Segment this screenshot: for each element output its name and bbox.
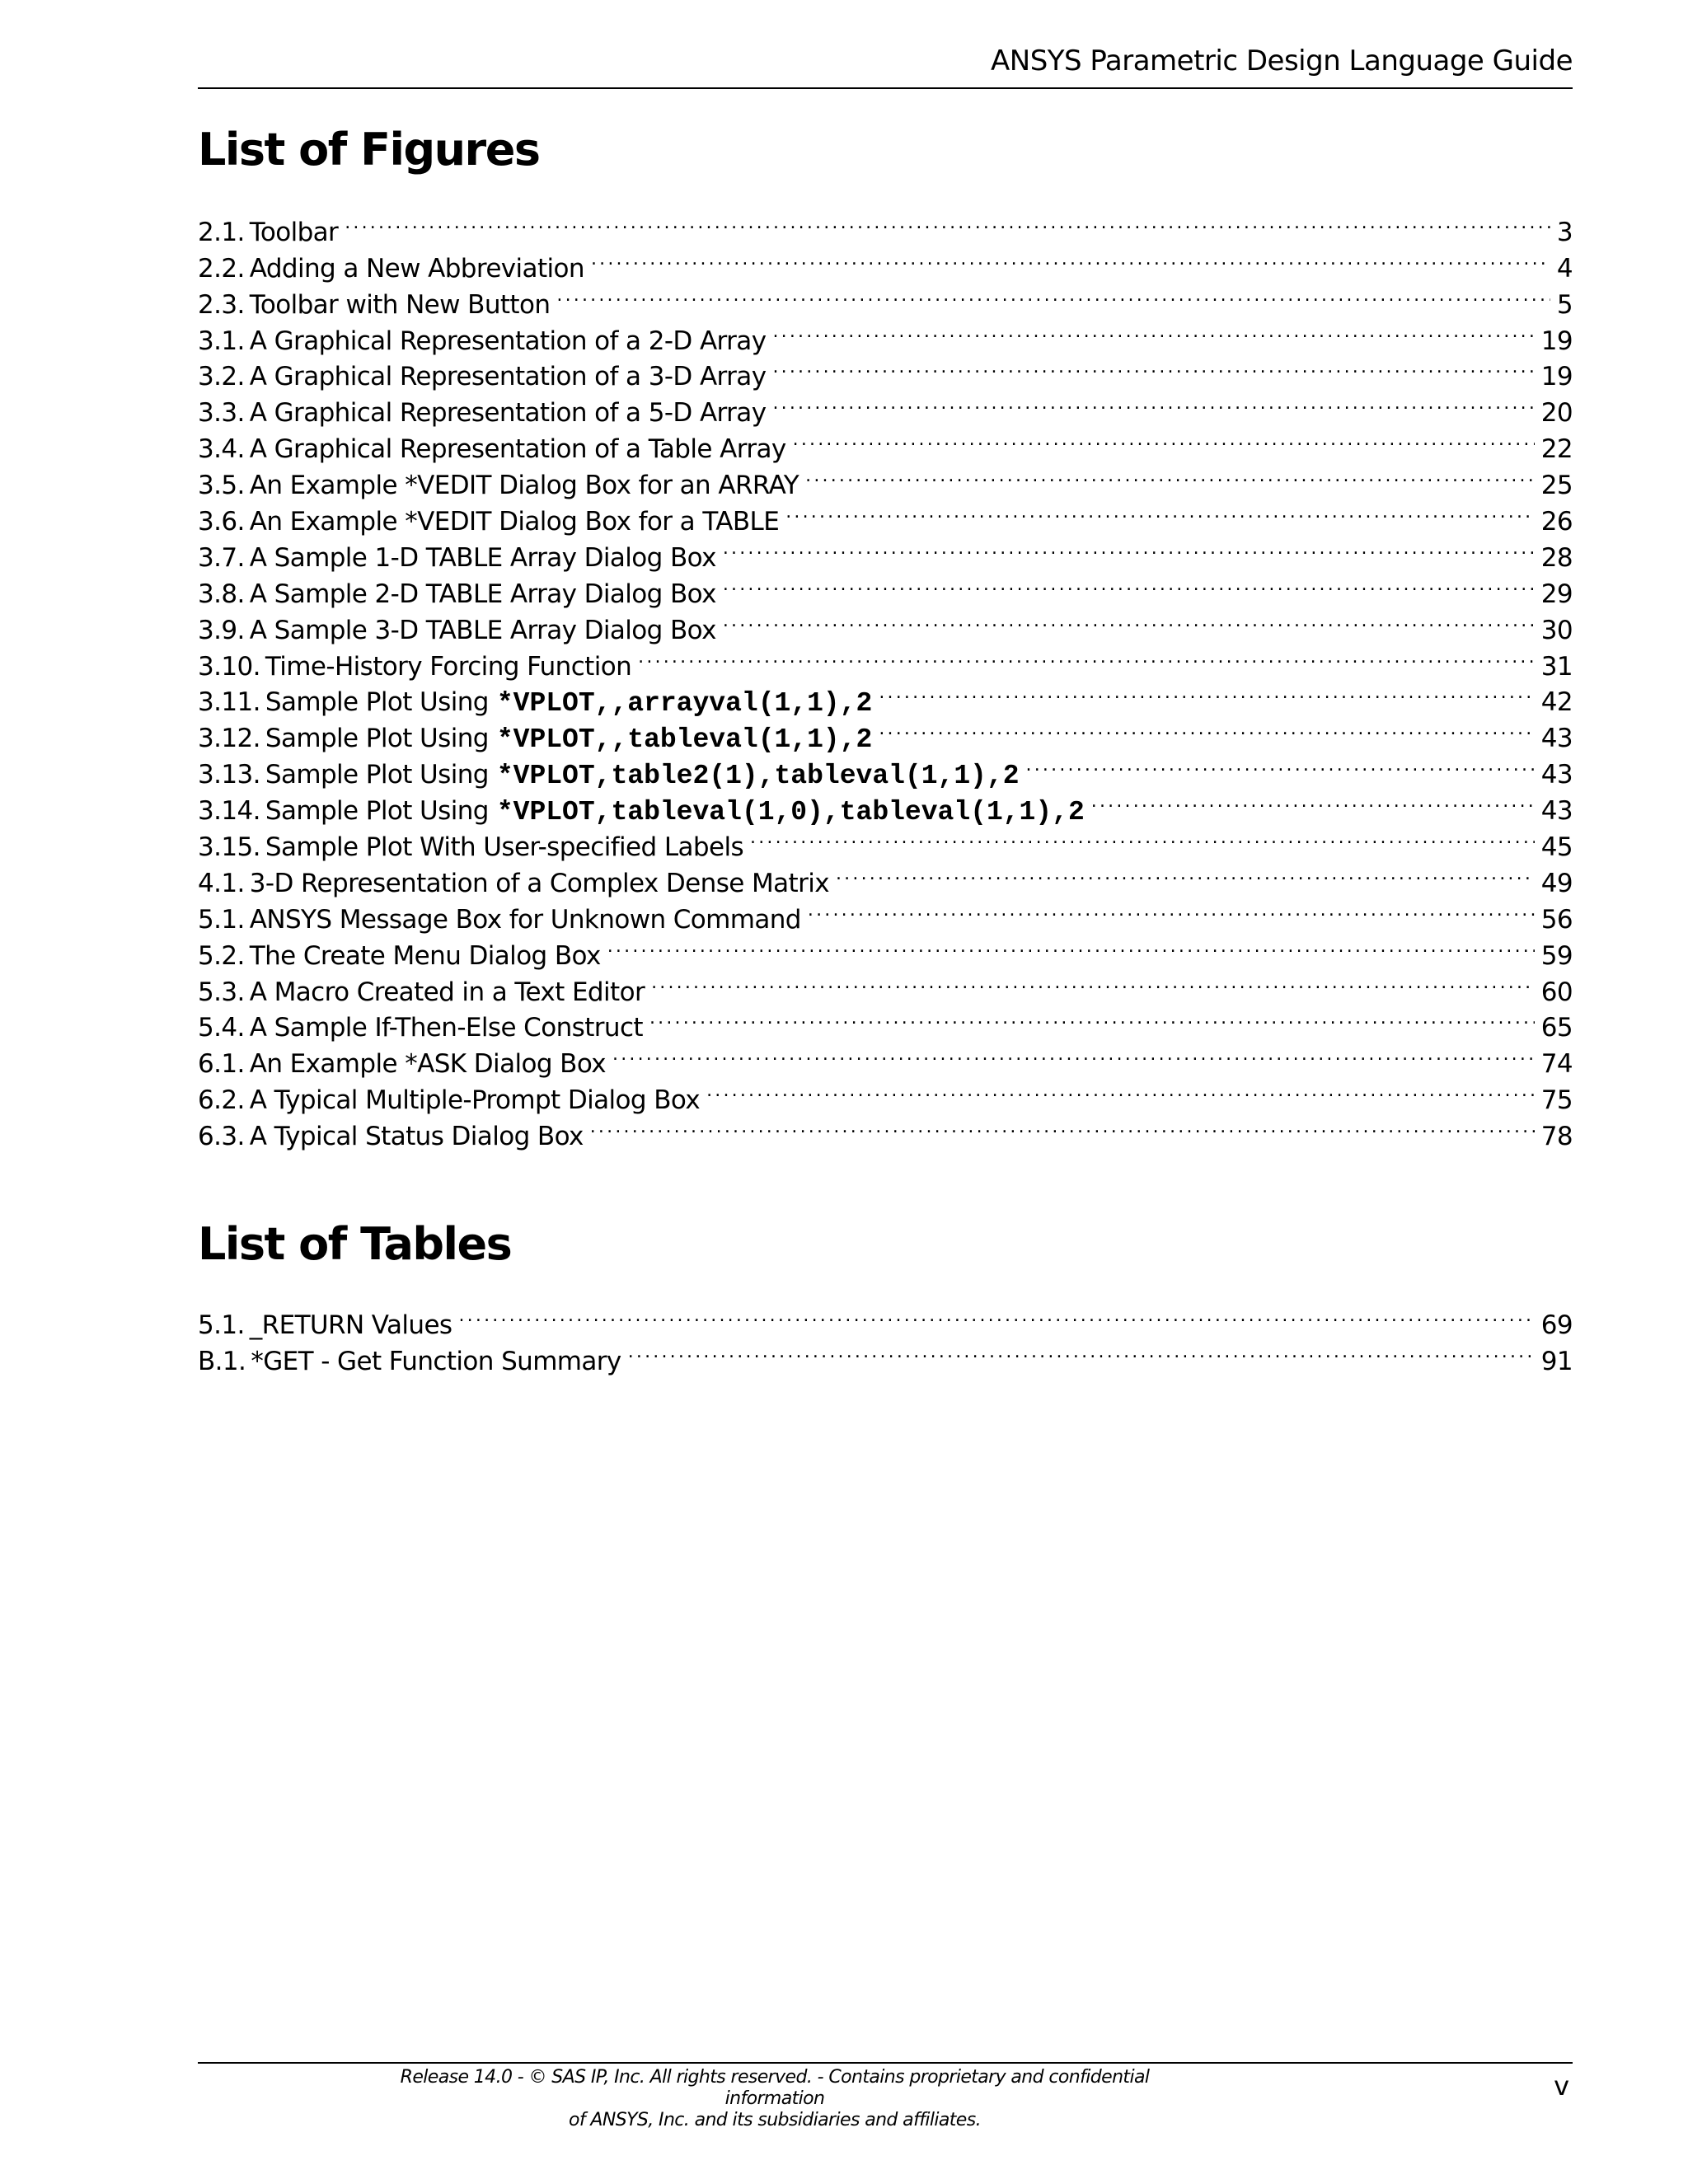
dot-leader [1026, 747, 1535, 783]
toc-entry-link[interactable] [198, 204, 1573, 247]
dot-leader [649, 1001, 1535, 1037]
dot-leader [723, 566, 1535, 602]
entry-title: An Example *VEDIT Dialog Box for an ARRAY [249, 471, 799, 501]
entry-title: The Create Menu Dialog Box [249, 940, 601, 971]
dot-leader [772, 313, 1534, 349]
entry-title: A Macro Created in a Text Editor [249, 977, 645, 1007]
dot-leader [805, 457, 1535, 494]
footer-line-2: of ANSYS, Inc. and its subsidiaries and affiliates. [569, 2110, 981, 2130]
entry-page-number: 28 [1540, 542, 1573, 573]
entry-title: Sample Plot Using [265, 724, 489, 754]
dot-leader [1091, 783, 1535, 819]
dot-leader [836, 855, 1535, 892]
entry-number: 5.1. [198, 1310, 245, 1340]
entry-page-number: 31 [1540, 651, 1573, 682]
entry-number: 3.13. [198, 760, 260, 790]
dot-leader [458, 1297, 1534, 1333]
dot-leader [808, 892, 1535, 928]
entry-number: 6.2. [198, 1085, 245, 1116]
entry-title: Sample Plot Using [265, 796, 489, 827]
dot-leader [638, 639, 1535, 675]
entry-title: A Graphical Representation of a 3-D Array [249, 362, 767, 392]
entry-title: Sample Plot With User-specified Labels [265, 832, 744, 863]
entry-page-number: 74 [1540, 1049, 1573, 1080]
toc-entry-link[interactable] [198, 241, 1573, 284]
entry-title: _RETURN Values [249, 1310, 452, 1340]
entry-number: 3.14. [198, 796, 260, 827]
entry-title: An Example *ASK Dialog Box [249, 1049, 607, 1080]
entry-page-number: 43 [1540, 724, 1573, 754]
entry-number: 3.7. [198, 542, 245, 573]
entry-title: Toolbar with New Button [249, 289, 551, 320]
dot-leader [628, 1333, 1535, 1370]
entry-page-number: 45 [1540, 832, 1573, 863]
dot-leader [750, 819, 1535, 855]
entry-title: An Example *VEDIT Dialog Box for a TABLE [249, 507, 780, 537]
entry-number: 4.1. [198, 868, 245, 898]
dot-leader [772, 349, 1534, 386]
dot-leader [612, 1036, 1535, 1072]
entry-page-number: 56 [1540, 904, 1573, 935]
entry-number: 3.5. [198, 471, 245, 501]
entry-page-number: 65 [1540, 1013, 1573, 1043]
dot-leader [556, 277, 1550, 313]
dot-leader [607, 928, 1535, 964]
entry-title: A Graphical Representation of a Table Array [249, 434, 786, 465]
entry-title: A Typical Status Dialog Box [249, 1122, 584, 1152]
dot-leader [590, 1108, 1535, 1145]
entry-page-number: 42 [1540, 687, 1573, 718]
entry-number: 3.3. [198, 398, 245, 429]
dot-leader [591, 241, 1550, 277]
entry-number: 2.3. [198, 289, 245, 320]
entry-page-number: 26 [1540, 507, 1573, 537]
entry-page-number: 29 [1540, 579, 1573, 609]
footer-line-1: Release 14.0 - © SAS IP, Inc. All rights reserved. - Contains proprietary and confidential information [400, 2067, 1150, 2109]
entry-number: 2.1. [198, 217, 245, 247]
entry-number: 3.11. [198, 687, 260, 718]
entry-page-number: 22 [1540, 434, 1573, 465]
dot-leader [345, 204, 1550, 241]
page-number: v [1554, 2070, 1569, 2102]
entry-page-number: 20 [1540, 398, 1573, 429]
entry-page-number: 49 [1540, 868, 1573, 898]
entry-page-number: 69 [1540, 1310, 1573, 1340]
entry-page-number: 59 [1540, 940, 1573, 971]
entry-number: 3.2. [198, 362, 245, 392]
entry-number: 5.3. [198, 977, 245, 1007]
entry-command-code: *VPLOT,tableval(1,0),tableval(1,1),2 [496, 797, 1085, 828]
dot-leader [785, 494, 1535, 530]
footer-copyright [363, 2067, 1187, 2131]
dot-leader [651, 964, 1535, 1001]
entry-command-code: *VPLOT,,arrayval(1,1),2 [496, 688, 873, 719]
entry-title: Sample Plot Using [265, 760, 489, 790]
entry-number: 5.1. [198, 904, 245, 935]
entry-number: 3.12. [198, 724, 260, 754]
running-header: ANSYS Parametric Design Language Guide [991, 45, 1573, 77]
entry-number: 5.4. [198, 1013, 245, 1043]
entry-title: A Sample If-Then-Else Construct [249, 1013, 643, 1043]
entry-command-code: *VPLOT,,tableval(1,1),2 [496, 724, 873, 756]
entry-page-number: 19 [1540, 362, 1573, 392]
figures-list [198, 204, 1573, 1152]
entry-title: A Graphical Representation of a 2-D Array [249, 326, 767, 356]
entry-page-number: 91 [1540, 1346, 1573, 1376]
entry-page-number: 25 [1540, 471, 1573, 501]
toc-entry-link[interactable] [198, 1297, 1573, 1340]
entry-number: 2.2. [198, 253, 245, 284]
entry-number: B.1. [198, 1346, 246, 1376]
entry-title: Time-History Forcing Function [265, 651, 632, 682]
entry-page-number: 60 [1540, 977, 1573, 1007]
entry-title: A Graphical Representation of a 5-D Array [249, 398, 767, 429]
entry-number: 5.2. [198, 940, 245, 971]
list-of-tables-title: List of Tables [198, 1218, 512, 1270]
entry-title: A Sample 1-D TABLE Array Dialog Box [249, 542, 716, 573]
entry-number: 3.4. [198, 434, 245, 465]
footer-rule [198, 2062, 1573, 2064]
entry-page-number: 30 [1540, 615, 1573, 645]
dot-leader [793, 421, 1535, 457]
entry-title: A Typical Multiple-Prompt Dialog Box [249, 1085, 701, 1116]
entry-command-code: *VPLOT,table2(1),tableval(1,1),2 [496, 761, 1020, 792]
entry-page-number: 43 [1540, 796, 1573, 827]
entry-page-number: 19 [1540, 326, 1573, 356]
entry-title: ANSYS Message Box for Unknown Command [249, 904, 801, 935]
entry-title: A Sample 2-D TABLE Array Dialog Box [249, 579, 716, 609]
entry-title: Sample Plot Using [265, 687, 489, 718]
dot-leader [772, 385, 1534, 421]
entry-title: *GET - Get Function Summary [251, 1346, 621, 1376]
entry-page-number: 75 [1540, 1085, 1573, 1116]
entry-title: A Sample 3-D TABLE Array Dialog Box [249, 615, 716, 645]
dot-leader [879, 675, 1534, 711]
entry-number: 3.8. [198, 579, 245, 609]
entry-number: 3.9. [198, 615, 245, 645]
entry-number: 3.1. [198, 326, 245, 356]
dot-leader [879, 710, 1534, 747]
entry-page-number: 78 [1540, 1122, 1573, 1152]
entry-page-number: 43 [1540, 760, 1573, 790]
entry-title: Toolbar [249, 217, 339, 247]
entry-page-number: 3 [1556, 217, 1573, 247]
entry-number: 3.6. [198, 507, 245, 537]
entry-number: 6.1. [198, 1049, 245, 1080]
entry-number: 3.10. [198, 651, 260, 682]
entry-page-number: 4 [1556, 253, 1573, 284]
dot-leader [723, 602, 1535, 639]
entry-number: 3.15. [198, 832, 260, 863]
entry-number: 6.3. [198, 1122, 245, 1152]
list-of-figures-title: List of Figures [198, 124, 540, 176]
dot-leader [723, 530, 1535, 566]
entry-title: Adding a New Abbreviation [249, 253, 584, 284]
entry-title: 3-D Representation of a Complex Dense Matrix [249, 868, 829, 898]
dot-leader [706, 1072, 1535, 1108]
tables-list [198, 1297, 1573, 1376]
header-rule [198, 87, 1573, 89]
entry-page-number: 5 [1556, 289, 1573, 320]
